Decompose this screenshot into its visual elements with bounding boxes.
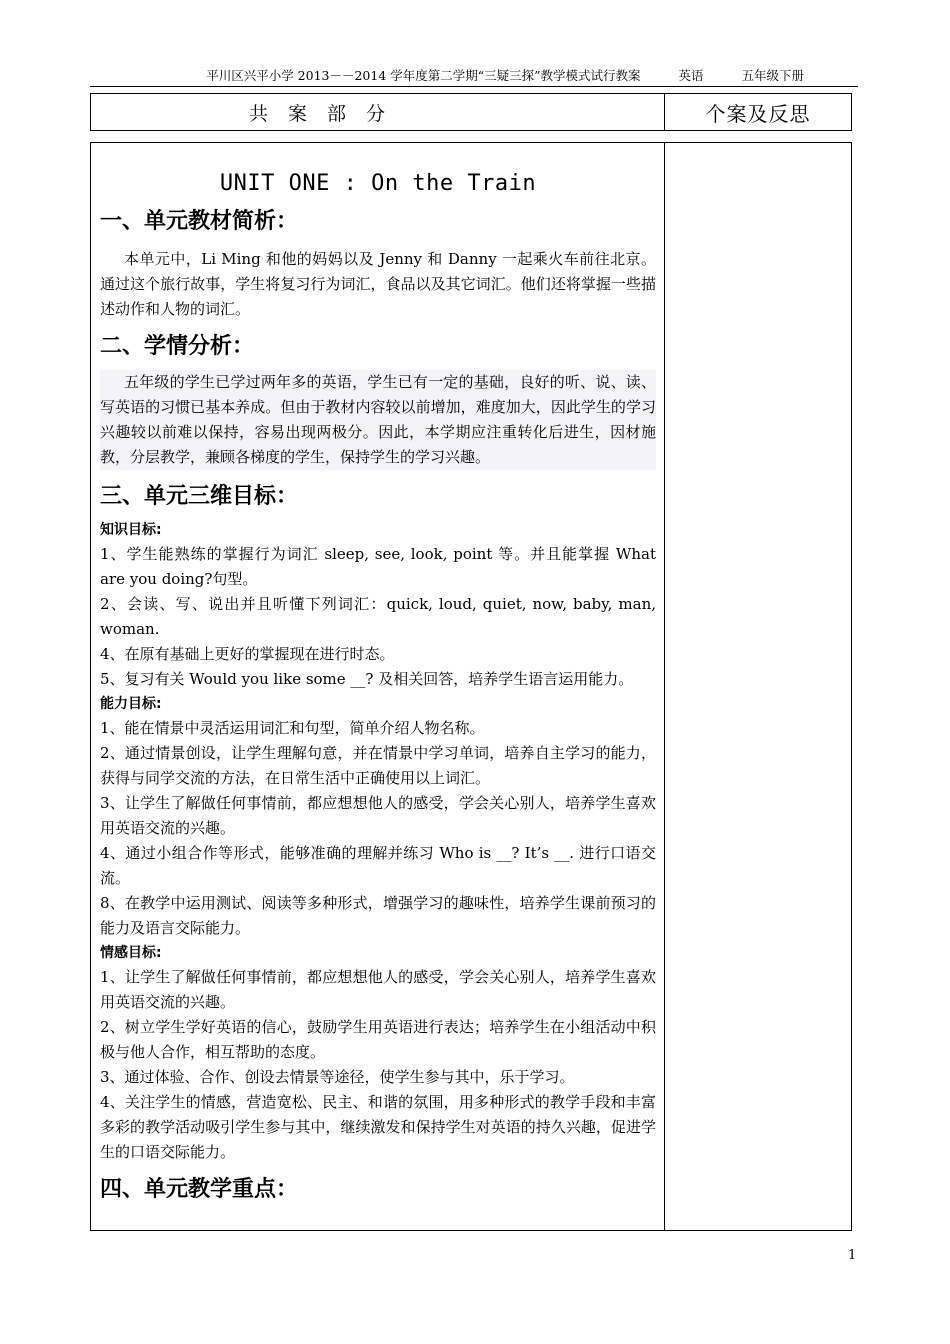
- page-number: 1: [848, 1248, 857, 1263]
- section-heading-key-points: 四、单元教学重点：: [100, 1177, 299, 1202]
- ability-goal-1: 1、能在情景中灵活运用词汇和句型，简单介绍人物名称。: [100, 719, 485, 737]
- emotion-goal-4: 4、关注学生的情感，营造宽松、民主、和谐的氛围，用多种形式的教学手段和丰富多彩的教学活动吸引学生参与其中，继续激发和保持学生对英语的持久兴趣，促进学生的口语交际能力。: [100, 1093, 656, 1161]
- section-heading-goals: 三、单元三维目标：: [100, 484, 299, 509]
- emotion-goal-2: 2、树立学生学好英语的信心，鼓励学生用英语进行表达；培养学生在小组活动中积极与他人合作，相互帮助的态度。: [100, 1018, 656, 1061]
- reflection-cell: [665, 94, 851, 130]
- knowledge-goal-4: 4、在原有基础上更好的掌握现在进行时态。: [100, 645, 395, 663]
- knowledge-goal-5: 5、复习有关 Would you like some __? 及相关回答，培养学生语言运用能力。: [100, 670, 634, 688]
- ability-goal-2: 2、通过情景创设，让学生理解句意，并在情景中学习单词，培养自主学习的能力，获得与同学交流的方法，在日常生活中正确使用以上词汇。: [100, 744, 656, 787]
- emotion-goal-1: 1、让学生了解做任何事情前，都应想想他人的感受，学会关心别人，培养学生喜欢用英语交流的兴趣。: [100, 968, 656, 1011]
- ability-goal-3: 3、让学生了解做任何事情前，都应想想他人的感受，学会关心别人，培养学生喜欢用英语交流的兴趣。: [100, 794, 656, 837]
- emotion-goal-3: 3、通过体验、合作、创设去情景等途径，使学生参与其中，乐于学习。: [100, 1068, 575, 1086]
- ability-goals-title: 能力目标:: [100, 696, 162, 712]
- unit-title: UNIT ONE : On the Train: [219, 171, 537, 196]
- column-header-table: [90, 93, 852, 131]
- page-header: [90, 66, 858, 84]
- section-heading-analysis: 一、单元教材简析：: [100, 209, 299, 234]
- header-school: 平川区兴平小学 2013－－2014 学年度第二学期“三疑三探”教学模式试行教案: [206, 68, 641, 83]
- reflection-column: [665, 143, 851, 1230]
- knowledge-goals-title: 知识目标:: [100, 522, 162, 538]
- shared-plan-label: 共案部分: [249, 102, 406, 125]
- knowledge-goal-2: 2、会读、写、说出并且听懂下列词汇：quick, loud, quiet, now, baby, man, woman.: [100, 595, 656, 638]
- ability-goal-4: 4、通过小组合作等形式，能够准确的理解并练习 Who is __? It’s __. 进行口语交流。: [100, 844, 656, 887]
- shared-plan-content: [91, 143, 665, 1230]
- header-subject: 英语: [678, 68, 704, 83]
- header-grade: 五年级下册: [741, 68, 805, 83]
- knowledge-goal-1: 1、学生能熟练的掌握行为词汇 sleep, see, look, point 等。并且能掌握 What are you doing?句型。: [100, 545, 656, 588]
- ability-goal-8: 8、在教学中运用测试、阅读等多种形式，增强学习的趣味性，培养学生课前预习的能力及语言交际能力。: [100, 894, 656, 937]
- emotion-goals-title: 情感目标:: [100, 945, 162, 961]
- shared-plan-cell: [91, 94, 665, 130]
- header-rule: [90, 86, 858, 87]
- section-text-analysis: 本单元中，Li Ming 和他的妈妈以及 Jenny 和 Danny 一起乘火车前往北京。通过这个旅行故事，学生将复习行为词汇，食品以及其它词汇。他们还将掌握一些描述动作和人物的词汇。: [100, 250, 656, 318]
- lesson-plan-table: [90, 142, 852, 1231]
- section-text-students: 五年级的学生已学过两年多的英语，学生已有一定的基础，良好的听、说、读、写英语的习惯已基本养成。但由于教材内容较以前增加，难度加大，因此学生的学习兴趣较以前难以保持，容易出现两极分。因此，本学期应注重转化后进生，因材施教，分层教学，兼顾各梯度的学生，保持学生的学习兴趣。: [100, 370, 656, 470]
- section-heading-students: 二、学情分析：: [100, 334, 255, 359]
- reflection-label: 个案及反思: [705, 101, 811, 126]
